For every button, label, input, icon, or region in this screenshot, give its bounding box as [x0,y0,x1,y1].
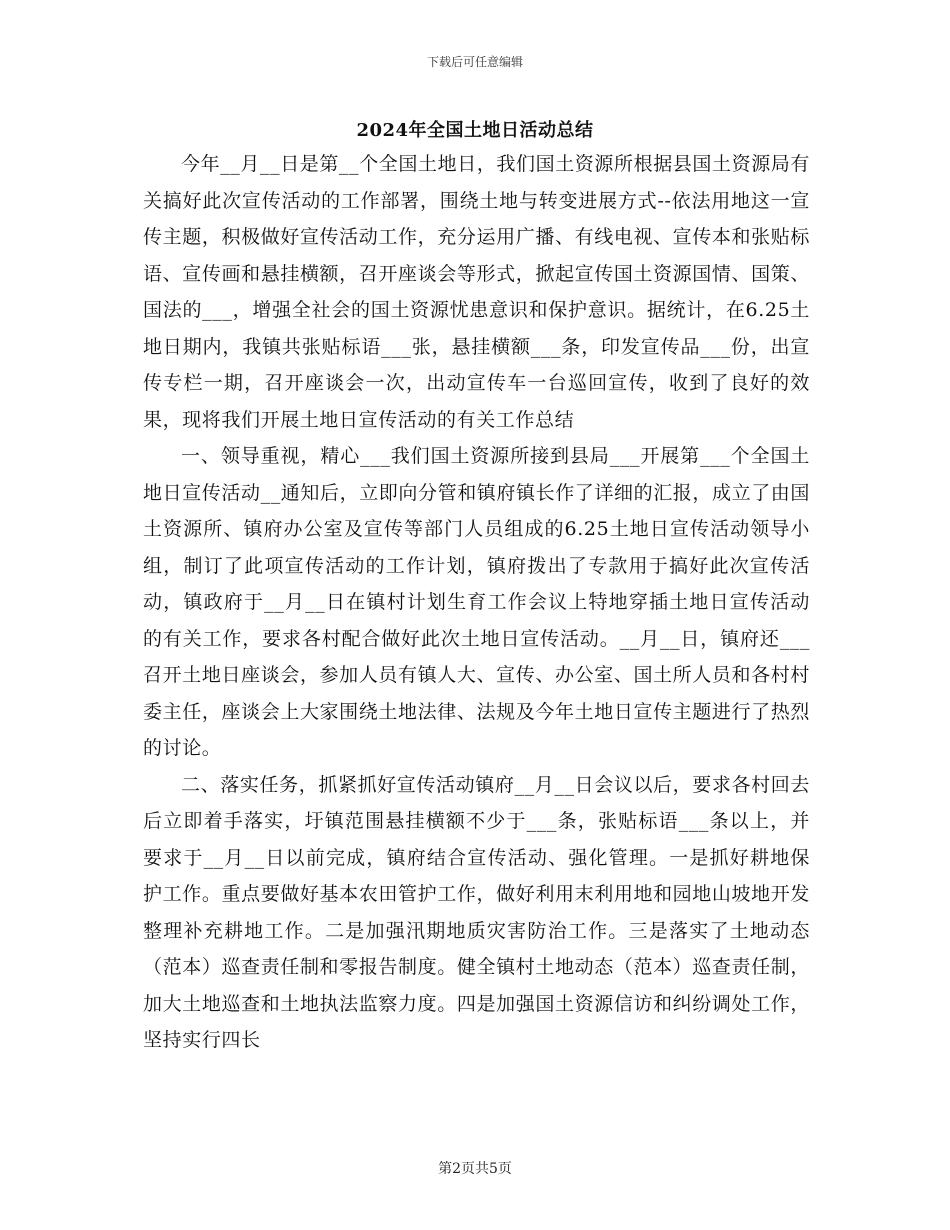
paragraph-section-1: 一、领导重视，精心___我们国土资源所接到县局___开展第___个全国土地日宣传活动__通知后，立即向分管和镇府镇长作了详细的汇报，成立了由国土资源所、镇府办公室及宣传等部门人员组成的6.25土地日宣传活动领导小组，制订了此项宣传活动的工作计划，镇府拨出了专款用于搞好此次宣传活动，镇政府于__月__日在镇村计划生育工作会议上特地穿插土地日宣传活动的有关工作，要求各村配合做好此次土地日宣传活动。__月__日，镇府还___召开土地日座谈会，参加人员有镇人大、宣传、办公室、国土所人员和各村村委主任，座谈会上大家围绕土地法律、法规及今年土地日宣传主题进行了热烈的讨论。 [143,445,811,759]
paragraph-intro: 今年__月__日是第__个全国土地日，我们国土资源所根据县国土资源局有关搞好此次宣传活动的工作部署，围绕土地与转变进展方式--依法用地这一宣传主题，积极做好宣传活动工作，充分运用广播、有线电视、宣传本和张贴标语、宣传画和悬挂横额，召开座谈会等形式，掀起宣传国土资源国情、国策、国法的___，增强全社会的国土资源忧患意识和保护意识。据统计，在6.25土地日期内，我镇共张贴标语___张，悬挂横额___条，印发宣传品___份，出宣传专栏一期，召开座谈会一次，出动宣传车一台巡回宣传，收到了良好的效果，现将我们开展土地日宣传活动的有关工作总结 [143,153,811,431]
document-title: 2024年全国土地日活动总结 [356,120,594,141]
page-number: 第2页共5页 [438,1161,512,1177]
paragraph-section-2: 二、落实任务，抓紧抓好宣传活动镇府__月__日会议以后，要求各村回去后立即着手落实，圩镇范围悬挂横额不少于___条，张贴标语___条以上，并要求于__月__日以前完成，镇府结合宣传活动、强化管理。一是抓好耕地保护工作。重点要做好基本农田管护工作，做好利用末利用地和园地山坡地开发整理补充耕地工作。二是加强汛期地质灾害防治工作。三是落实了土地动态（范本）巡查责任制和零报告制度。健全镇村土地动态（范本）巡查责任制，加大土地巡查和土地执法监察力度。四是加强国土资源信访和纠纷调处工作，坚持实行四长 [143,773,810,1051]
document-body [143,146,810,1059]
page-header-note: 下载后可任意编辑 [426,55,523,69]
